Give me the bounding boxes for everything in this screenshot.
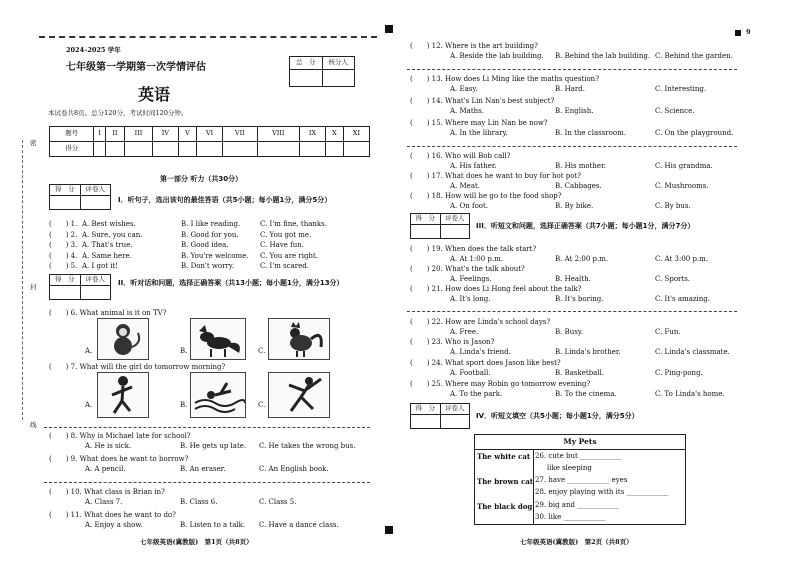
likes-sleeping: like sleeping	[547, 464, 592, 472]
option-b: B. I like reading.	[181, 220, 241, 228]
numeral-cell: IV	[152, 127, 178, 142]
grader-name-cell[interactable]	[440, 225, 470, 239]
question-16[interactable]	[410, 152, 740, 172]
option-b: B. Good idea.	[181, 241, 229, 249]
white-cat-label: The white cat	[477, 452, 531, 461]
exam-title: 七年级第一学期第一次学情评估	[66, 62, 206, 73]
question-text: ( ) 18. How will he go to the food shop?	[410, 192, 562, 200]
answer-slot: ( ) 1.	[49, 220, 78, 228]
option-a: A. To the park.	[450, 390, 503, 399]
question-text: ( ) 17. What does he want to buy for hot pot?	[410, 172, 582, 180]
option-b: B. Linda's brother.	[555, 348, 621, 357]
option-c: C. Science.	[655, 107, 695, 116]
option-b: B. Class 6.	[180, 498, 218, 507]
divider	[44, 427, 370, 428]
option-c: C. Sports.	[655, 275, 691, 284]
option-c: C. Mushrooms.	[655, 182, 709, 191]
option-a: A. Feelings.	[450, 275, 492, 284]
top-rule	[39, 36, 377, 38]
score-table	[49, 126, 370, 157]
numeral-cell: VIII	[257, 127, 299, 142]
question-6[interactable]: ( ) 6. What animal is it on TV?	[49, 309, 167, 317]
swimming-image[interactable]	[190, 372, 246, 418]
question-5[interactable]	[49, 262, 369, 273]
option-a: A. Best wishes.	[82, 220, 136, 228]
score-cell[interactable]	[196, 142, 222, 157]
option-c: C. You are right.	[260, 251, 319, 260]
option-c: C. It's amazing.	[655, 295, 711, 304]
question-21[interactable]	[410, 285, 740, 305]
grader-name-cell[interactable]	[440, 415, 470, 429]
total-score-label: 总 分	[290, 57, 323, 70]
answer-slot: ( ) 3.	[49, 241, 78, 249]
question-13[interactable]	[410, 75, 740, 95]
score-table-row	[50, 142, 370, 157]
option-c: C. An English book.	[259, 465, 329, 474]
question-20[interactable]	[410, 265, 740, 285]
option-c: C. I'm scared.	[260, 262, 309, 270]
question-text: ( ) 14. What's Lin Nan's best subject?	[410, 97, 555, 105]
option-a: A. Football.	[450, 369, 491, 378]
divider	[407, 69, 737, 70]
option-b: B. He gets up late.	[180, 442, 247, 451]
q7-label-c: C.	[258, 401, 266, 409]
numeral-cell: XI	[343, 127, 369, 142]
option-c: C. To Linda's home.	[655, 390, 725, 399]
question-text: ( ) 24. What sport does Jason like best?	[410, 359, 561, 367]
grader-box-1	[49, 184, 111, 210]
question-3[interactable]	[49, 241, 369, 252]
question-17[interactable]	[410, 172, 740, 192]
section-3-heading: III．听短文和问题，选择正确答案（共7小题；每小题1分，满分7分）	[476, 222, 695, 230]
question-7[interactable]: ( ) 7. What will the girl do tomorrow morning?	[49, 363, 226, 371]
question-text: ( ) 15. Where may Lin Nan be now?	[410, 119, 548, 127]
question-1[interactable]	[49, 220, 369, 231]
option-a: A. On foot.	[450, 202, 489, 211]
grader-box-4	[410, 403, 470, 429]
score-cell[interactable]	[300, 142, 326, 157]
option-a: A. At 1:00 p.m.	[450, 255, 503, 264]
rooster-image[interactable]	[268, 318, 330, 360]
option-b: B. You're welcome.	[181, 251, 249, 260]
box-column-rule	[533, 449, 534, 525]
grader-name-label: 评卷人	[80, 275, 111, 286]
option-b: B. English.	[555, 107, 594, 116]
option-b: B. Behind the lab building.	[555, 52, 651, 61]
numeral-cell: VI	[196, 127, 222, 142]
option-b: B. Busy.	[555, 328, 584, 337]
question-text: ( ) 19. When does the talk start?	[410, 245, 537, 253]
blank-27[interactable]: 27. have ____________ eyes	[535, 476, 628, 484]
registration-mark	[385, 25, 393, 33]
score-table-header	[50, 127, 370, 142]
answer-slot: ( ) 5.	[49, 262, 78, 270]
page-2-footer: 七年级英语(冀教版) 第2页（共8页）	[520, 538, 633, 546]
option-a: A. Maths.	[450, 107, 484, 116]
numeral-cell: VII	[223, 127, 257, 142]
option-a: A. Meat.	[450, 182, 481, 191]
divider	[44, 482, 370, 483]
running-image[interactable]	[97, 372, 149, 418]
question-11[interactable]	[49, 511, 374, 531]
q6-label-b: B.	[180, 347, 188, 355]
option-a: A. It's long.	[450, 295, 491, 304]
blank-26[interactable]: 26. cute but ____________	[535, 452, 622, 460]
option-b: B. By bike.	[555, 202, 594, 211]
option-b: B. Don't worry.	[181, 262, 235, 270]
question-text: ( ) 22. How are Linda's school days?	[410, 318, 551, 326]
question-text: ( ) 12. Where is the art building?	[410, 42, 538, 50]
checker-label: 核分人	[322, 57, 355, 70]
brown-cat-label: The brown cat	[477, 477, 534, 486]
option-c: C. Linda's classmate.	[655, 348, 730, 357]
question-10[interactable]	[49, 488, 374, 508]
question-14[interactable]	[410, 97, 740, 117]
option-a: A. Enjoy a show.	[85, 521, 143, 530]
grader-score-label: 得 分	[411, 214, 441, 225]
seal-mark-mi: 密	[30, 139, 37, 147]
option-b: B. It's boring.	[555, 295, 604, 304]
question-2[interactable]	[49, 231, 369, 242]
q6-label-a: A.	[85, 347, 93, 355]
option-a: A. In the library.	[450, 129, 508, 138]
part-1-heading: 第一部分 听力（共30分）	[160, 175, 243, 183]
answer-slot: ( ) 2.	[49, 230, 78, 239]
exercise-image[interactable]	[268, 372, 330, 418]
my-pets-box	[474, 434, 686, 525]
score-cell[interactable]	[178, 142, 196, 157]
question-text: ( ) 10. What class is Brian in?	[49, 488, 165, 496]
option-c: C. At 3:00 p.m.	[655, 255, 709, 264]
question-8[interactable]	[49, 432, 374, 452]
section-2-heading: II．听对话和问题，选择正确答案（共13小题；每小题1分，满分13分）	[118, 279, 344, 287]
option-c: C. His grandma.	[655, 162, 713, 171]
q7-label-b: B.	[180, 401, 188, 409]
question-15[interactable]	[410, 119, 740, 139]
question-9[interactable]	[49, 455, 374, 475]
grader-score-cell[interactable]	[411, 225, 441, 239]
question-22[interactable]	[410, 318, 740, 338]
grader-name-label: 评卷人	[440, 214, 470, 225]
grader-name-cell[interactable]	[80, 286, 111, 300]
score-cell[interactable]	[257, 142, 299, 157]
score-cell[interactable]	[223, 142, 257, 157]
score-cell[interactable]	[94, 142, 105, 157]
option-a: A. Free.	[450, 328, 479, 337]
grader-box-2	[49, 274, 111, 300]
question-text: ( ) 11. What does he want to do?	[49, 511, 176, 519]
score-label: 得分	[50, 142, 94, 157]
grader-score-cell[interactable]	[411, 415, 441, 429]
question-4[interactable]	[49, 252, 369, 263]
option-a: A. Linda's friend.	[450, 348, 511, 357]
numeral-cell: II	[105, 127, 124, 142]
option-a: A. Easy.	[450, 85, 478, 94]
q7-label-a: A.	[85, 401, 93, 409]
question-text: ( ) 25. Where may Robin go tomorrow evening?	[410, 380, 591, 388]
option-b: B. Health.	[555, 275, 591, 284]
score-cell[interactable]	[326, 142, 344, 157]
option-b: B. Hard.	[555, 85, 585, 94]
option-b: B. Basketball.	[555, 369, 605, 378]
option-b: B. Listen to a talk.	[180, 521, 246, 530]
box-rule	[475, 449, 685, 450]
corner-mark	[735, 30, 741, 36]
score-cell[interactable]	[105, 142, 124, 157]
option-c: C. On the playground.	[655, 129, 734, 138]
grader-box-3	[410, 213, 470, 239]
grader-name-label: 评卷人	[80, 185, 111, 196]
option-b: B. Good for you.	[181, 230, 239, 239]
grader-score-label: 得 分	[50, 275, 81, 286]
option-a: A. Beside the lab building.	[450, 52, 544, 61]
subject-title: 英语	[138, 85, 171, 104]
option-b: B. His mother.	[555, 162, 606, 171]
option-c: C. By bus.	[655, 202, 691, 211]
question-23[interactable]	[410, 338, 740, 358]
divider	[407, 146, 737, 147]
score-cell[interactable]	[125, 142, 153, 157]
school-year: 2024–2025 学年	[66, 46, 121, 54]
option-c: C. Have fun.	[260, 241, 304, 249]
option-a: A. A pencil.	[85, 465, 126, 474]
option-c: C. You got me.	[260, 230, 312, 239]
blank-28[interactable]: 28. enjoy playing with its ____________	[535, 488, 669, 496]
option-c: C. Class 5.	[259, 498, 297, 507]
numeral-cell: IX	[300, 127, 326, 142]
numeral-cell: III	[125, 127, 153, 142]
total-score-cell[interactable]	[290, 70, 323, 87]
q6-label-c: C.	[258, 347, 266, 355]
score-cell[interactable]	[152, 142, 178, 157]
question-19[interactable]	[410, 245, 740, 265]
checker-cell[interactable]	[322, 70, 355, 87]
question-text: ( ) 13. How does Li Ming like the maths question?	[410, 75, 599, 83]
exam-intro: 本试卷共8页。总分120分，考试时间120分钟。	[48, 109, 188, 117]
seal-mark-xian: 线	[30, 421, 37, 429]
section-1-questions	[49, 220, 369, 273]
fox-image[interactable]	[190, 318, 246, 360]
total-score-box	[289, 56, 355, 87]
option-c: C. I'm fine, thanks.	[260, 220, 327, 228]
question-text: ( ) 8. Why is Michael late for school?	[49, 432, 191, 440]
blank-29[interactable]: 29. big and ____________	[535, 501, 620, 509]
question-12[interactable]	[410, 42, 740, 62]
question-text: ( ) 21. How does Li Hong feel about the talk?	[410, 285, 582, 293]
option-c: C. Ping-pong.	[655, 369, 703, 378]
question-text: ( ) 16. Who will Bob call?	[410, 152, 511, 160]
option-a: A. Class 7.	[85, 498, 123, 507]
grader-score-label: 得 分	[411, 404, 441, 415]
answer-slot: ( ) 4.	[49, 251, 78, 260]
option-c: C. Interesting.	[655, 85, 707, 94]
page-1-footer: 七年级英语(冀教版) 第1页（共8页）	[140, 538, 253, 546]
blank-30[interactable]: 30. like ____________	[535, 513, 606, 521]
option-c: C. Behind the garden.	[655, 52, 733, 61]
option-a: A. Same here.	[82, 251, 132, 260]
option-b: B. To the cinema.	[555, 390, 617, 399]
option-c: C. Have a dance class.	[259, 521, 339, 530]
grader-score-cell[interactable]	[50, 196, 81, 210]
option-c: C. Fun.	[655, 328, 681, 337]
question-24[interactable]	[410, 359, 740, 379]
option-a: A. His father.	[450, 162, 497, 171]
option-a: A. I got it!	[82, 262, 119, 270]
option-b: B. An eraser.	[180, 465, 226, 474]
option-c: C. He takes the wrong bus.	[259, 442, 356, 451]
numeral-cell: I	[94, 127, 105, 142]
question-number-label: 题号	[50, 127, 94, 142]
grader-name-label: 评卷人	[440, 404, 470, 415]
corner-number: 9	[746, 28, 751, 36]
option-b: B. In the classroom.	[555, 129, 626, 138]
question-text: ( ) 23. Who is Jason?	[410, 338, 495, 346]
seal-mark-feng: 封	[30, 283, 37, 291]
question-text: ( ) 9. What does he want to borrow?	[49, 455, 189, 463]
grader-score-label: 得 分	[50, 185, 81, 196]
option-a: A. He is sick.	[85, 442, 132, 451]
grader-name-cell[interactable]	[80, 196, 111, 210]
option-a: A. Sure, you can.	[82, 230, 143, 239]
option-b: B. At 2:00 p.m.	[555, 255, 609, 264]
option-b: B. Cabbages.	[555, 182, 602, 191]
question-text: ( ) 20. What's the talk about?	[410, 265, 525, 273]
my-pets-title: My Pets	[563, 437, 597, 446]
divider	[407, 311, 737, 312]
monkey-image[interactable]	[97, 318, 149, 360]
option-a: A. That's true.	[82, 241, 133, 249]
binding-line	[22, 140, 23, 420]
question-25[interactable]	[410, 380, 740, 400]
registration-mark	[385, 526, 393, 534]
numeral-cell: V	[178, 127, 196, 142]
section-4-heading: IV．听短文填空（共5小题；每小题1分，满分5分）	[476, 412, 639, 420]
question-18[interactable]	[410, 192, 740, 212]
score-cell[interactable]	[343, 142, 369, 157]
numeral-cell: X	[326, 127, 344, 142]
section-1-heading: I．听句子，选出该句的最佳答语（共5小题；每小题1分，满分5分）	[118, 196, 332, 204]
grader-score-cell[interactable]	[50, 286, 81, 300]
black-dog-label: The black dog	[477, 502, 533, 511]
